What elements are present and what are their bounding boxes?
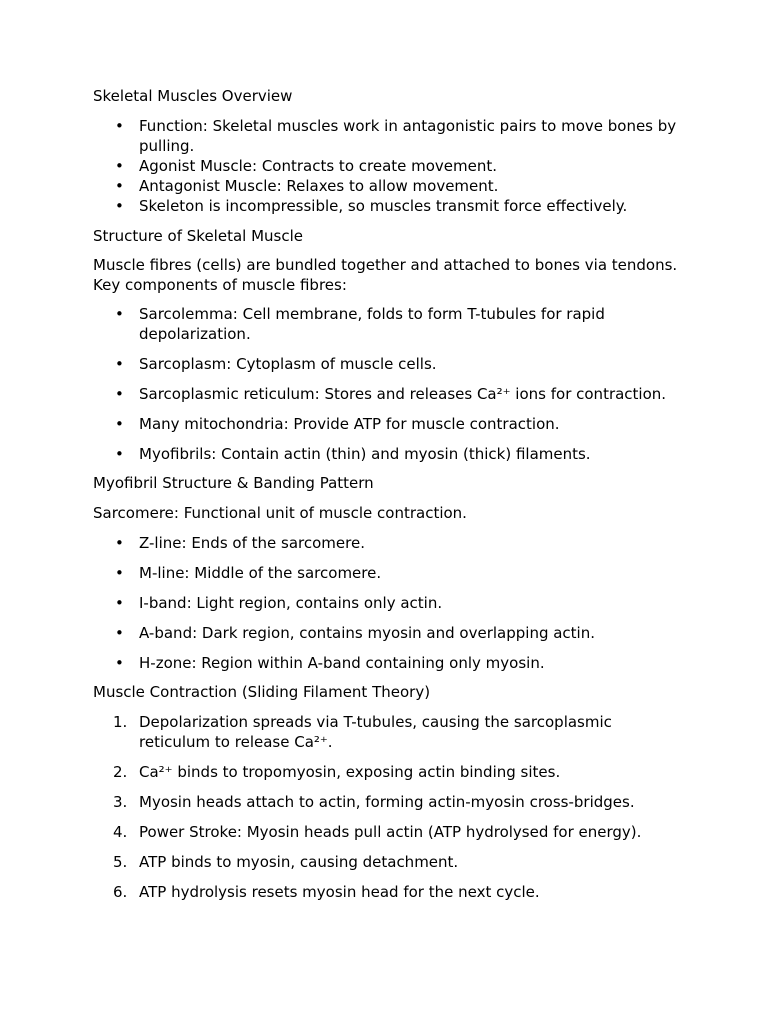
contraction-steps	[93, 712, 683, 902]
list-item-text: A-band: Dark region, contains myosin and overlapping actin.	[139, 624, 595, 642]
list-item-text: Sarcoplasmic reticulum: Stores and releases Ca²⁺ ions for contraction.	[139, 385, 667, 403]
list-item-text: Antagonist Muscle: Relaxes to allow movement.	[139, 177, 499, 195]
list-item-text: Myofibrils: Contain actin (thin) and myosin (thick) filaments.	[139, 445, 591, 463]
structure-list	[93, 304, 683, 464]
list-item	[93, 304, 683, 344]
myofibril-list	[93, 533, 683, 673]
step-number: 1.	[113, 713, 128, 731]
bullet-icon: •	[115, 117, 124, 135]
section-heading-contraction: Muscle Contraction (Sliding Filament Theory)	[93, 683, 431, 701]
list-item-text: H-zone: Region within A-band containing only myosin.	[139, 654, 545, 672]
structure-paragraph: Muscle fibres (cells) are bundled together and attached to bones via tendons.	[93, 256, 678, 274]
myofibril-paragraph: Sarcomere: Functional unit of muscle contraction.	[93, 504, 467, 522]
section-heading-structure: Structure of Skeletal Muscle	[93, 227, 303, 245]
bullet-icon: •	[115, 654, 124, 672]
list-item-text: Function: Skeletal muscles work in antagonistic pairs to move bones by pulling.	[139, 117, 677, 155]
bullet-icon: •	[115, 385, 124, 403]
bullet-icon: •	[115, 415, 124, 433]
numbered-step	[93, 882, 683, 902]
list-item	[93, 623, 683, 643]
numbered-step	[93, 762, 683, 782]
step-number: 5.	[113, 853, 128, 871]
list-item-text: Sarcolemma: Cell membrane, folds to form T-tubules for rapid depolarization.	[139, 305, 605, 343]
list-item-text: Agonist Muscle: Contracts to create movement.	[139, 157, 498, 175]
step-number: 4.	[113, 823, 128, 841]
list-item	[93, 116, 683, 156]
numbered-step	[93, 852, 683, 872]
bullet-icon: •	[115, 355, 124, 373]
list-item-text: I-band: Light region, contains only actin.	[139, 594, 443, 612]
list-item	[93, 196, 683, 216]
list-item	[93, 533, 683, 553]
bullet-icon: •	[115, 157, 124, 175]
step-text: ATP hydrolysis resets myosin head for the next cycle.	[139, 883, 540, 901]
list-item	[93, 653, 683, 673]
step-text: Depolarization spreads via T-tubules, causing the sarcoplasmic reticulum to release Ca²⁺.	[139, 713, 612, 751]
step-text: Power Stroke: Myosin heads pull actin (ATP hydrolysed for energy).	[139, 823, 642, 841]
bullet-icon: •	[115, 305, 124, 323]
list-item	[93, 444, 683, 464]
bullet-icon: •	[115, 594, 124, 612]
numbered-step	[93, 712, 683, 752]
bullet-icon: •	[115, 177, 124, 195]
step-number: 2.	[113, 763, 128, 781]
step-text: ATP binds to myosin, causing detachment.	[139, 853, 459, 871]
overview-list	[93, 116, 683, 216]
list-item-text: M-line: Middle of the sarcomere.	[139, 564, 382, 582]
bullet-icon: •	[115, 534, 124, 552]
list-item	[93, 414, 683, 434]
list-item	[93, 156, 683, 176]
step-number: 3.	[113, 793, 128, 811]
document-body	[93, 86, 683, 902]
list-item	[93, 176, 683, 196]
section-heading-myofibril: Myofibril Structure & Banding Pattern	[93, 474, 374, 492]
structure-subheading: Key components of muscle fibres:	[93, 276, 347, 294]
list-item	[93, 384, 683, 404]
list-item-text: Many mitochondria: Provide ATP for muscle contraction.	[139, 415, 560, 433]
list-item-text: Z-line: Ends of the sarcomere.	[139, 534, 365, 552]
step-number: 6.	[113, 883, 128, 901]
step-text: Ca²⁺ binds to tropomyosin, exposing actin binding sites.	[139, 763, 561, 781]
list-item	[93, 593, 683, 613]
list-item	[93, 354, 683, 374]
bullet-icon: •	[115, 197, 124, 215]
list-item-text: Skeleton is incompressible, so muscles transmit force effectively.	[139, 197, 628, 215]
list-item-text: Sarcoplasm: Cytoplasm of muscle cells.	[139, 355, 437, 373]
numbered-step	[93, 822, 683, 842]
bullet-icon: •	[115, 624, 124, 642]
list-item	[93, 563, 683, 583]
bullet-icon: •	[115, 564, 124, 582]
bullet-icon: •	[115, 445, 124, 463]
numbered-step	[93, 792, 683, 812]
section-heading-overview: Skeletal Muscles Overview	[93, 87, 293, 105]
step-text: Myosin heads attach to actin, forming actin-myosin cross-bridges.	[139, 793, 635, 811]
